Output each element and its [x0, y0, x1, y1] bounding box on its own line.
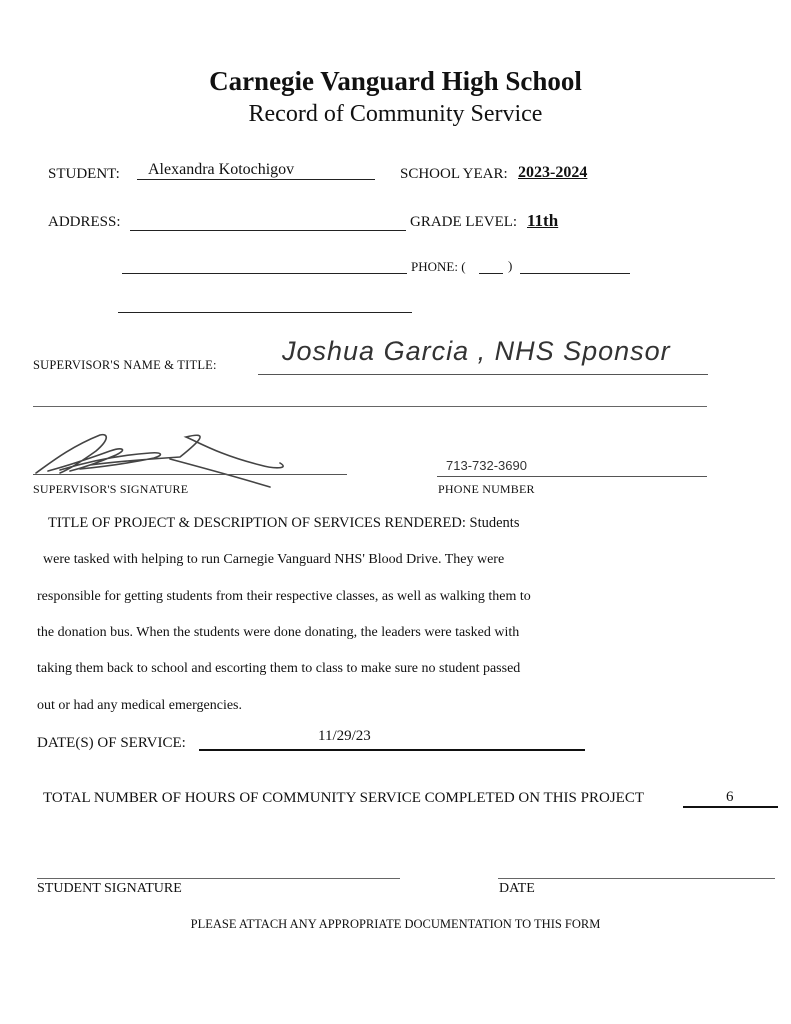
supervisor-name-field[interactable]: Joshua Garcia , NHS Sponsor	[282, 336, 671, 366]
school-year-label: SCHOOL YEAR:	[400, 166, 508, 182]
student-signature-label: STUDENT SIGNATURE	[37, 881, 182, 896]
total-hours-label: TOTAL NUMBER OF HOURS OF COMMUNITY SERVICE COMPLETED ON THIS PROJECT	[43, 790, 644, 806]
total-hours-field[interactable]: 6	[726, 789, 734, 805]
total-hours-underline	[683, 806, 778, 808]
project-line-3: responsible for getting students from their respective classes, as well as walking them to	[37, 589, 531, 604]
project-line-5: taking them back to school and escorting them to class to make sure no student passed	[37, 661, 521, 676]
dates-of-service-underline	[199, 749, 585, 751]
form-title: Record of Community Service	[248, 101, 543, 127]
supervisor-phone-label: PHONE NUMBER	[438, 482, 535, 496]
address-line-2	[122, 273, 407, 274]
address-underline	[130, 230, 406, 231]
school-name: Carnegie Vanguard High School	[209, 66, 582, 96]
phone-area-code-blank[interactable]	[479, 273, 503, 274]
dates-of-service-field[interactable]: 11/29/23	[318, 728, 371, 744]
phone-number-blank[interactable]	[520, 273, 630, 274]
supervisor-signature-underline	[33, 474, 347, 475]
student-label: STUDENT:	[48, 166, 120, 182]
project-line-4: the donation bus. When the students were done donating, the leaders were tasked with	[37, 625, 520, 640]
dates-of-service-label: DATE(S) OF SERVICE:	[37, 735, 186, 751]
project-line-6: out or had any medical emergencies.	[37, 698, 242, 713]
student-underline	[137, 179, 375, 180]
project-line-1: TITLE OF PROJECT & DESCRIPTION OF SERVICES RENDERED: Students	[48, 515, 520, 531]
school-year-field[interactable]: 2023-2024	[518, 164, 588, 181]
address-label: ADDRESS:	[48, 214, 121, 230]
supervisor-signature-label: SUPERVISOR'S SIGNATURE	[33, 482, 189, 496]
phone-label: PHONE: (	[411, 259, 466, 274]
supervisor-name-underline	[258, 374, 708, 375]
supervisor-phone-underline	[437, 476, 707, 477]
attach-documentation-note: PLEASE ATTACH ANY APPROPRIATE DOCUMENTATION TO THIS FORM	[190, 917, 601, 931]
address-line-3	[118, 312, 412, 313]
project-line-2: were tasked with helping to run Carnegie Vanguard NHS' Blood Drive. They were	[43, 552, 505, 567]
date-line[interactable]	[498, 878, 775, 879]
supervisor-phone-field[interactable]: 713-732-3690	[446, 458, 527, 473]
grade-level-field[interactable]: 11th	[527, 211, 559, 230]
supervisor-title-line-2	[33, 406, 707, 407]
grade-level-label: GRADE LEVEL:	[410, 214, 518, 230]
student-signature-line[interactable]	[37, 878, 400, 879]
phone-paren-close: )	[508, 258, 513, 273]
supervisor-name-label: SUPERVISOR'S NAME & TITLE:	[33, 358, 217, 372]
date-label: DATE	[499, 881, 535, 896]
student-field[interactable]: Alexandra Kotochigov	[148, 161, 295, 178]
